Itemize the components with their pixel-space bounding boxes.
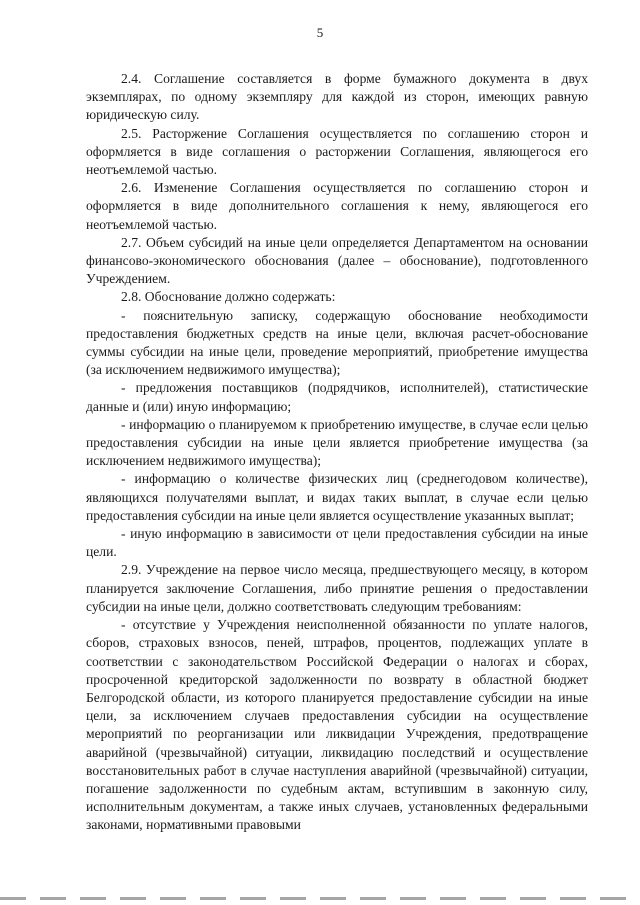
- list-item-explanatory-note: - пояснительную записку, содержащую обоснование необходимости предоставления бюджетных средств на иные цели, включая расчет-обоснование суммы субсидии на иные цели, проведение мероприятий, приобретение имущества (за исключением недвижимого имущества);: [86, 307, 588, 378]
- document-body: [86, 70, 588, 835]
- paragraph-2-8: 2.8. Обоснование должно содержать:: [121, 289, 336, 305]
- paragraph-2-6: 2.6. Изменение Соглашения осуществляется по соглашению сторон и оформляется в виде дополнительного соглашения к нему, являющегося его неотъемлемой частью.: [86, 180, 588, 232]
- paragraph-2-4: 2.4. Соглашение составляется в форме бумажного документа в двух экземплярах, по одному экземпляру для каждой из сторон, имеющих равную юридическую силу.: [86, 71, 588, 123]
- list-item-property-info: - информацию о планируемом к приобретению имуществе, в случае если целью предоставления субсидии на иные цели является приобретение имущества (за исключением недвижимого имущества);: [86, 416, 588, 469]
- list-item-no-debt-requirement: - отсутствие у Учреждения неисполненной обязанности по уплате налогов, сборов, страховых взносов, пеней, штрафов, процентов, подлежащих уплате в соответствии с законодательством Российской Федерации о налогах и сборах, просроченной кредиторской задолженности по возврату в областной бюджет Белгородской области, из которого планируется предоставление субсидии на иные цели, за исключением случаев предоставления субсидии на осуществление мероприятий по реорганизации или ликвидации Учреждения, предотвращение аварийной (чрезвычайной) ситуации, ликвидацию последствий и осуществление восстановительных работ в случае наступления аварийной (чрезвычайной) ситуации, погашение задолженности по судебным актам, вступившим в законную силу, исполнительным документам, а также иных случаев, установленных федеральными законами, нормативными правовыми: [86, 617, 588, 833]
- page-number: 5: [316, 25, 324, 40]
- list-item-other-info: - иную информацию в зависимости от цели предоставления субсидии на иные цели.: [86, 526, 588, 560]
- paragraph-2-7: 2.7. Объем субсидий на иные цели определяется Департаментом на основании финансово-экономического обоснования (далее – обоснование), подготовленного Учреждением.: [86, 234, 588, 287]
- paragraph-2-5: 2.5. Расторжение Соглашения осуществляется по соглашению сторон и оформляется в виде соглашения о расторжении Соглашения, являющегося его неотъемлемой частью.: [86, 125, 588, 178]
- paragraph-2-9: 2.9. Учреждение на первое число месяца, предшествующего месяцу, в котором планируется заключение Соглашения, либо принятие решения о предоставлении субсидии на иные цели, должно соответствовать следующим требованиям:: [86, 562, 588, 614]
- list-item-payments-info: - информацию о количестве физических лиц (среднегодовом количестве), являющихся получателями выплат, и видах таких выплат, в случае если целью предоставления субсидии на иные цели является осуществление указанных выплат;: [86, 471, 588, 523]
- list-item-supplier-offers: - предложения поставщиков (подрядчиков, исполнителей), статистические данные и (или) иную информацию;: [86, 380, 588, 414]
- scan-edge-artifact: [0, 897, 640, 900]
